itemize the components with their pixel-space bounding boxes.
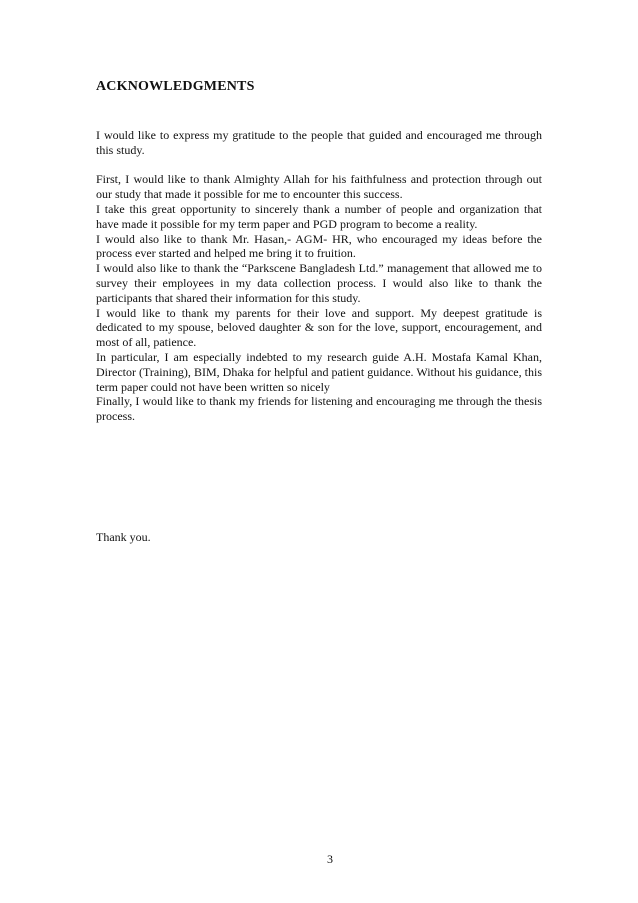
paragraph-opportunity: I take this great opportunity to sincerely thank a number of people and organization that have made it possible for my term paper and PGD program to become a reality. <box>96 201 542 231</box>
intro-paragraph: I would like to express my gratitude to the people that guided and encouraged me through this study. <box>96 128 542 157</box>
paragraph-parkscene: I would also like to thank the “Parkscene Bangladesh Ltd.” management that allowed me to survey their employees in my data collection process. I would also like to thank the participants that shared their information for this study. <box>96 261 542 305</box>
closing-text: Thank you. <box>96 530 151 544</box>
paragraph-research-guide: In particular, I am especially indebted to my research guide A.H. Mostafa Kamal Khan, Director (Training), BIM, Dhaka for helpful and patient guidance. Without his guidance, this term paper could not have been written so nicely <box>96 349 542 394</box>
paragraph-friends: Finally, I would like to thank my friends for listening and encouraging me through the thesis process. <box>96 394 542 424</box>
paragraph-hasan: I would also like to thank Mr. Hasan,- AGM- HR, who encouraged my ideas before the process ever started and helped me bring it to fruition. <box>96 231 542 261</box>
page-title: ACKNOWLEDGMENTS <box>96 79 255 94</box>
page-number: 3 <box>327 852 333 866</box>
paragraph-allah: First, I would like to thank Almighty Allah for his faithfulness and protection through out our study that made it possible for me to encounter this success. <box>96 172 542 202</box>
paragraph-parents: I would like to thank my parents for their love and support. My deepest gratitude is dedicated to my spouse, beloved daughter & son for the love, support, encouragement, and most of all, patience. <box>96 305 542 350</box>
acknowledgments-body <box>96 128 542 424</box>
